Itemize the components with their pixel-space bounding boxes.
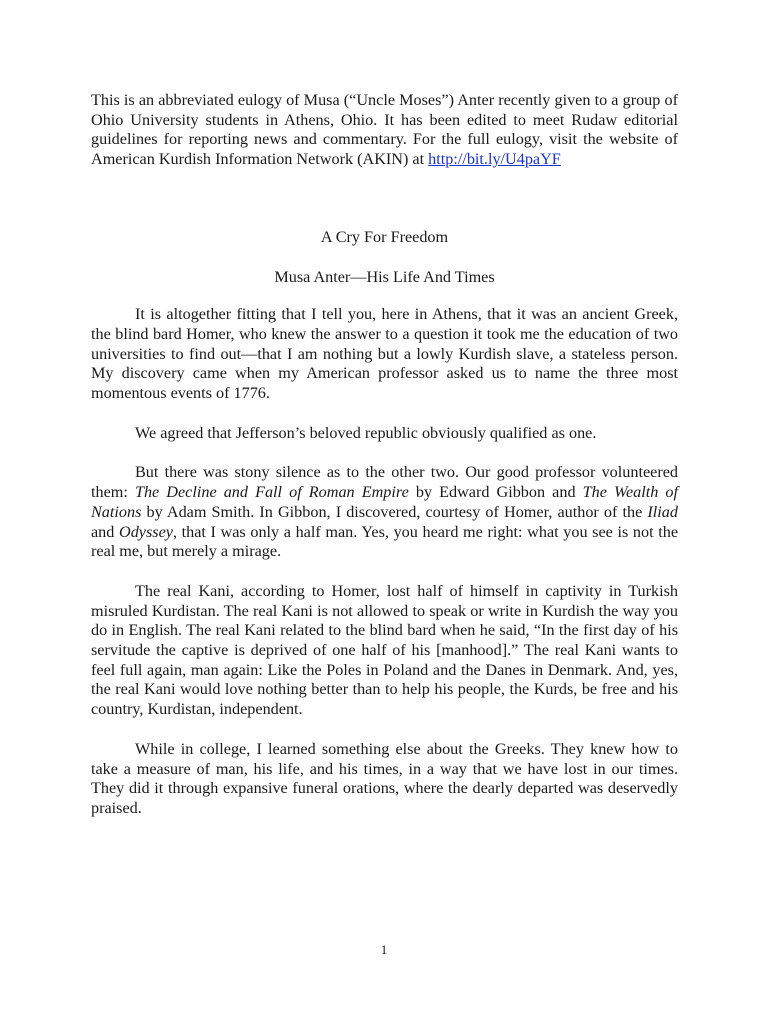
- p3-text-part-3: by Adam Smith. In Gibbon, I discovered, courtesy of Homer, author of the: [141, 502, 648, 521]
- body-paragraph-3: [91, 463, 678, 562]
- body-paragraph-1: It is altogether fitting that I tell you, here in Athens, that it was an ancient Greek, the blind bard Homer, who knew the answer to a question it took me the education of two universities to find out—that I am nothing but a lowly Kurdish slave, a stateless person. My discovery came when my American professor asked us to name the three most momentous events of 1776.: [91, 305, 678, 403]
- book-title-odyssey: Odyssey: [119, 522, 173, 541]
- document-page: [91, 91, 678, 839]
- book-title-gibbon: The Decline and Fall of Roman Empire: [134, 483, 409, 502]
- p3-text-part-4: and: [91, 522, 120, 541]
- book-title-smith: The Wealth of Nations: [91, 483, 679, 521]
- book-title-iliad: Iliad: [647, 502, 678, 521]
- body-paragraph-2: We agreed that Jefferson’s beloved republic obviously qualified as one.: [135, 423, 597, 442]
- body-paragraph-5: While in college, I learned something else about the Greeks. They knew how to take a measure of man, his life, and his times, in a way that we have lost in our times. They did it through expansive funeral orations, where the dearly departed was deservedly praised.: [91, 739, 678, 817]
- intro-paragraph: [91, 91, 678, 170]
- akin-link[interactable]: http://bit.ly/U4paYF: [428, 150, 561, 169]
- intro-text: This is an abbreviated eulogy of Musa (“Uncle Moses”) Anter recently given to a group of Ohio University students in Athens, Ohio. It has been edited to meet Rudaw editorial guidelines for reporting news and commentary. For the full eulogy, visit the website of American Kurdish Information Network (AKIN) at: [91, 91, 678, 169]
- p3-text-part-5: , that I was only a half man. Yes, you heard me right: what you see is not the real me, but merely a mirage.: [91, 522, 679, 561]
- p3-text-part-2: by Edward Gibbon and: [408, 483, 583, 502]
- document-title: A Cry For Freedom: [320, 227, 449, 246]
- page-number: 1: [380, 942, 388, 957]
- document-subtitle: Musa Anter—His Life And Times: [274, 267, 495, 286]
- body-paragraph-4: The real Kani, according to Homer, lost half of himself in captivity in Turkish misruled Kurdistan. The real Kani is not allowed to speak or write in Kurdish the way you do in English. The real Kani related to the blind bard when he said, “In the first day of his servitude the captive is deprived of one half of his [manhood].” The real Kani wants to feel full again, man again: Like the Poles in Poland and the Danes in Denmark. And, yes, the real Kani would love nothing better than to help his people, the Kurds, be free and his country, Kurdistan, independent.: [91, 581, 678, 719]
- p3-text-part-1: But there was stony silence as to the other two. Our good professor volunteered them:: [91, 463, 678, 502]
